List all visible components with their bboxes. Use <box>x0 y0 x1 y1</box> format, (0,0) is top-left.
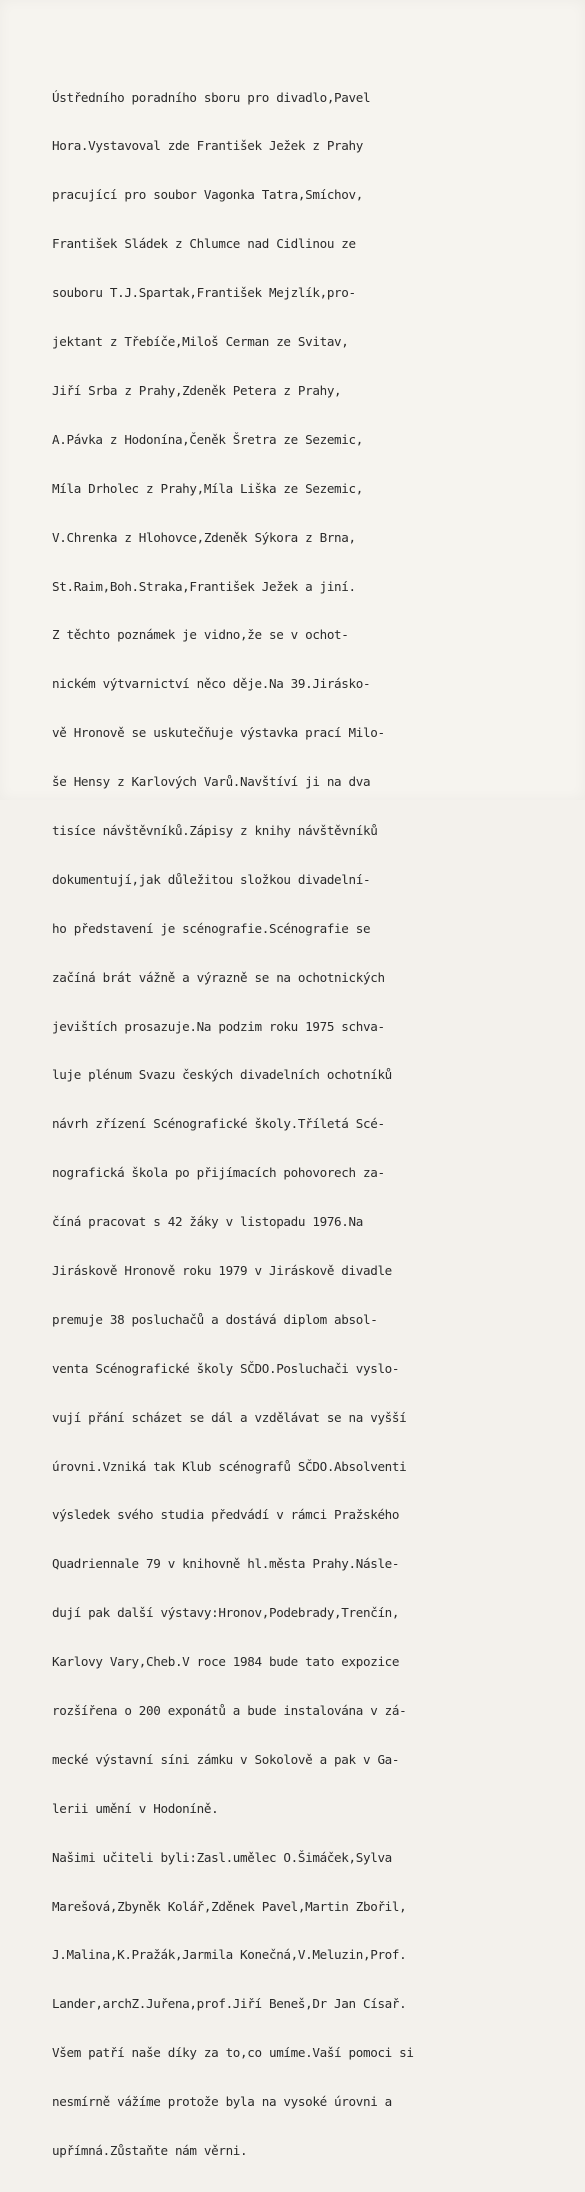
text-line: upřímná.Zůstaňte nám věrni. <box>52 2143 248 2158</box>
text-line: dokumentují,jak důležitou složkou divadelní- <box>52 871 371 887</box>
text-line: Marešová,Zbyněk Kolář,Zděnek Pavel,Martin Zbořil, <box>52 1898 407 1914</box>
text-line: souboru T.J.Spartak,František Mejzlík,pro- <box>52 285 356 301</box>
text-line: še Hensy z Karlových Varů.Navštíví ji na dva <box>52 774 371 790</box>
text-line: Našimi učiteli byli:Zasl.umělec O.Šimáček,Sylva <box>52 1849 392 1865</box>
text-line: Hora.Vystavoval zde František Ježek z Prahy <box>52 138 363 154</box>
text-line: nickém výtvarnictví něco děje.Na 39.Jirásko- <box>52 676 371 692</box>
text-line: Z těchto poznámek je vidno,že se v ochot- <box>52 627 349 643</box>
text-line: Jiří Srba z Prahy,Zdeněk Petera z Prahy, <box>52 382 342 398</box>
text-line: premuje 38 posluchačů a dostává diplom absol- <box>52 1311 378 1327</box>
text-line: V.Chrenka z Hlohovce,Zdeněk Sýkora z Brna, <box>52 529 356 545</box>
text-line: František Sládek z Chlumce nad Cidlinou ze <box>52 236 356 252</box>
text-line: jevištích prosazuje.Na podzim roku 1975 schva- <box>52 1018 385 1034</box>
text-line: rozšířena o 200 exponátů a bude instalována v zá- <box>52 1702 407 1718</box>
text-line: venta Scénografické školy SČDO.Posluchači vyslo- <box>52 1360 400 1376</box>
text-line: J.Malina,K.Pražák,Jarmila Konečná,V.Meluzin,Prof. <box>52 1947 407 1963</box>
text-line: úrovni.Vzniká tak Klub scénografů SČDO.Absolventi <box>52 1458 407 1474</box>
text-line: vují přání scházet se dál a vzdělávat se na vyšší <box>52 1409 407 1425</box>
text-line: vě Hronově se uskutečňuje výstavka prací Milo- <box>52 725 385 741</box>
text-line: pracující pro soubor Vagonka Tatra,Smíchov, <box>52 187 363 203</box>
text-line: Všem patří naše díky za to,co umíme.Vaší pomoci si <box>52 2045 414 2061</box>
text-line: Karlovy Vary,Cheb.V roce 1984 bude tato expozice <box>52 1654 400 1670</box>
text-line: St.Raim,Boh.Straka,František Ježek a jiní. <box>52 578 356 594</box>
text-line: návrh zřízení Scénografické školy.Tříletá Scé- <box>52 1116 385 1132</box>
text-line: tisíce návštěvníků.Zápisy z knihy návštěvníků <box>52 822 378 838</box>
text-line: luje plénum Svazu českých divadelních ochotníků <box>52 1067 392 1083</box>
text-line: nesmírně vážíme protože byla na vysoké úrovni a <box>52 2094 392 2110</box>
text-line: mecké výstavní síni zámku v Sokolově a pak v Ga- <box>52 1751 400 1767</box>
text-line: Míla Drholec z Prahy,Míla Liška ze Sezemic, <box>52 480 363 496</box>
text-line: dují pak další výstavy:Hronov,Podebrady,Trenčín, <box>52 1605 400 1621</box>
text-line: ho představení je scénografie.Scénografie se <box>52 920 371 936</box>
typed-text-block <box>52 57 557 2192</box>
text-line: Quadriennale 79 v knihovně hl.města Prahy.Násle- <box>52 1556 400 1572</box>
text-line: Ústředního poradního sboru pro divadlo,Pavel <box>52 89 371 105</box>
text-line: začíná brát vážně a výrazně se na ochotnických <box>52 969 385 985</box>
text-line: lerii umění v Hodoníně. <box>52 1800 219 1816</box>
text-line: Jiráskově Hronově roku 1979 v Jiráskově divadle <box>52 1262 392 1278</box>
text-line: A.Pávka z Hodonína,Čeněk Šretra ze Sezemic, <box>52 431 363 447</box>
text-line: jektant z Třebíče,Miloš Cerman ze Svitav, <box>52 334 349 350</box>
text-line: výsledek svého studia předvádí v rámci Pražského <box>52 1507 400 1523</box>
text-line: číná pracovat s 42 žáky v listopadu 1976.Na <box>52 1214 363 1230</box>
text-line: nografická škola po přijímacích pohovorech za- <box>52 1165 385 1181</box>
text-line: Lander,archZ.Juřena,prof.Jiří Beneš,Dr Jan Císař. <box>52 1996 407 2012</box>
